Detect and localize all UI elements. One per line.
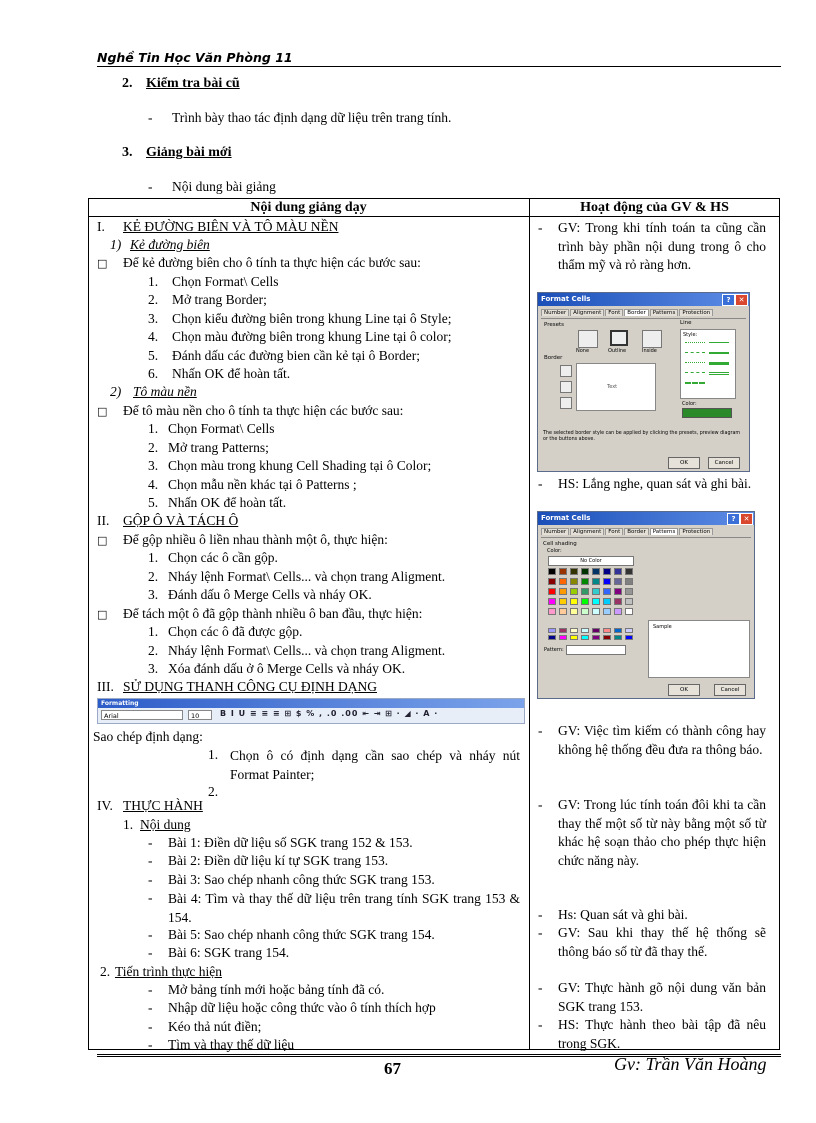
color-swatch — [625, 608, 633, 615]
section-IV-title: THỰC HÀNH — [123, 798, 203, 813]
border-step: Đánh dấu các đường bien cần kẻ tại ô Border; — [172, 348, 420, 363]
activity-text: GV: Sau khi thay thế hệ thống sẽ thông báo số từ đã thay thế. — [558, 925, 766, 959]
tab-font: Font — [605, 528, 623, 535]
color-swatch — [548, 628, 556, 633]
color-swatch — [603, 635, 611, 640]
border-label: Border — [544, 355, 563, 361]
activity-note: - Hs: Quan sát và ghi bài. — [538, 906, 766, 925]
activity-note: - GV: Việc tìm kiếm có thành công hay không hệ thống đều đưa ra thông báo. — [538, 722, 766, 759]
tab-alignment: Alignment — [570, 528, 604, 535]
ok-button: OK — [668, 684, 700, 696]
list-number: 1. — [208, 747, 219, 762]
tab-patterns: Patterns — [650, 528, 679, 535]
tab-alignment: Alignment — [570, 309, 604, 316]
color-swatch — [592, 608, 600, 615]
merge-intro: Để gộp nhiều ô liền nhau thành một ô, thực hiện: — [123, 532, 388, 547]
list-dash: - — [148, 945, 153, 960]
color-swatch — [614, 598, 622, 605]
format-cells-patterns-dialog — [537, 511, 755, 699]
list-dash: - — [148, 835, 153, 850]
tab-number: Number — [541, 309, 569, 316]
section-2-number: 2. — [122, 76, 133, 91]
color-swatch — [559, 578, 567, 585]
list-number: 4. — [148, 477, 159, 492]
color-swatch — [581, 578, 589, 585]
color-swatch — [559, 568, 567, 575]
color-palette-extra — [548, 628, 636, 642]
color-swatch — [614, 608, 622, 615]
list-number: 1. — [148, 421, 159, 436]
subsection-2-title: Tô màu nền — [133, 384, 197, 399]
color-swatch — [559, 588, 567, 595]
color-swatch — [570, 568, 578, 575]
section-III-title: SỬ DỤNG THANH CÔNG CỤ ĐỊNH DẠNG — [123, 679, 377, 694]
cell-shading-label: Cell shading — [543, 541, 577, 547]
formatting-toolbar — [97, 698, 525, 724]
line-style-list — [680, 329, 736, 399]
author-signature: Gv: Trần Văn Hoàng — [614, 1054, 767, 1074]
sample-label: Sample — [653, 624, 672, 630]
color-swatch — [603, 628, 611, 633]
subsection-1-title: Kẻ đường biên — [130, 237, 210, 252]
practice-item: Bài 1: Điền dữ liệu số SGK trang 152 & 153. — [168, 835, 413, 850]
tab-number: Number — [541, 528, 569, 535]
list-dash: - — [148, 1037, 153, 1052]
dialog-tabs — [541, 309, 746, 319]
preset-outline-icon — [610, 330, 628, 346]
color-swatch — [559, 635, 567, 640]
color-swatch — [625, 578, 633, 585]
format-cells-border-dialog — [537, 292, 750, 472]
square-bullet-icon: □ — [97, 405, 108, 418]
line-label: Line — [680, 320, 692, 326]
color-swatch — [625, 588, 633, 595]
color-swatch — [548, 588, 556, 595]
section-I-title: KẺ ĐƯỜNG BIÊN VÀ TÔ MÀU NỀN — [123, 219, 339, 234]
list-number: 2. — [148, 643, 159, 658]
help-icon: ? — [727, 513, 740, 525]
border-bottom-icon — [560, 397, 572, 409]
color-swatch — [548, 578, 556, 585]
practice-item: Bài 6: SGK trang 154. — [168, 945, 290, 960]
color-swatch — [614, 568, 622, 575]
border-middle-icon — [560, 381, 572, 393]
tab-border: Border — [624, 309, 648, 316]
cancel-button: Cancel — [708, 457, 740, 469]
list-number: 3. — [148, 587, 159, 602]
preview-text: Text — [607, 384, 618, 390]
toolbar-title: Formatting — [98, 699, 524, 708]
color-swatch — [581, 628, 589, 633]
merge-step: Nháy lệnh Format\ Cells... và chọn trang Aligment. — [168, 569, 446, 584]
list-number: 3. — [148, 661, 159, 676]
list-number: 3. — [148, 311, 159, 326]
practice-item: Bài 3: Sao chép nhanh công thức SGK trang 153. — [168, 872, 435, 887]
activity-note: - GV: Sau khi thay thế hệ thống sẽ thông báo số từ đã thay thế. — [538, 924, 766, 961]
section-2-dash: - — [148, 110, 153, 125]
list-number: 5. — [148, 495, 159, 510]
split-step: Chọn các ô đã được gộp. — [168, 624, 303, 639]
section-3-title: Giảng bài mới — [146, 145, 232, 160]
section-IV-number: IV. — [97, 798, 113, 813]
color-swatch — [603, 588, 611, 595]
document-header-title: Nghề Tin Học Văn Phòng 11 — [97, 50, 293, 65]
color-swatch — [603, 598, 611, 605]
list-number: 1. — [148, 274, 159, 289]
color-swatch — [625, 628, 633, 633]
list-dash: - — [148, 982, 153, 997]
list-number: 2. — [148, 292, 159, 307]
shading-intro: Để tô màu nền cho ô tính ta thực hiện các bước sau: — [123, 403, 404, 418]
page-number: 67 — [384, 1059, 401, 1078]
border-intro: Để kẻ đường biên cho ô tính ta thực hiện các bước sau: — [123, 255, 421, 270]
activity-text: GV: Trong lúc tính toán đôi khi ta cần thay thế một số từ này bằng một số từ khác hệ soạn thảo cho phép thực hiện chức năng này. — [558, 797, 766, 868]
preset-inside-label: Inside — [642, 348, 657, 354]
color-swatch — [614, 628, 622, 633]
color-swatch — [625, 568, 633, 575]
section-II-number: II. — [97, 513, 110, 528]
section-3-number: 3. — [122, 145, 133, 160]
shading-step: Chọn màu trong khung Cell Shading tại ô Color; — [168, 458, 432, 473]
style-label: Style: — [683, 332, 698, 338]
border-step: Nhấn OK để hoàn tất. — [172, 366, 291, 381]
color-swatch — [592, 598, 600, 605]
dialog-tabs — [541, 528, 751, 538]
ok-button: OK — [668, 457, 700, 469]
dialog-title: Format Cells — [541, 295, 591, 303]
section-II-title: GỘP Ô VÀ TÁCH Ô — [123, 513, 239, 528]
list-number: 1. — [148, 624, 159, 639]
help-icon: ? — [722, 294, 735, 306]
color-swatch — [581, 588, 589, 595]
activity-text: GV: Việc tìm kiếm có thành công hay không hệ thống đều đưa ra thông báo. — [558, 723, 766, 757]
color-swatch — [559, 598, 567, 605]
section-I-number: I. — [97, 219, 105, 234]
preset-inside-icon — [642, 330, 662, 348]
pattern-select — [566, 645, 626, 655]
section-III-number: III. — [97, 679, 114, 694]
sample-box — [648, 620, 750, 678]
color-swatch — [570, 608, 578, 615]
list-number: 2. — [208, 784, 219, 799]
square-bullet-icon: □ — [97, 608, 108, 621]
table-header-activity: Hoạt động của GV & HS — [580, 200, 729, 215]
color-swatch — [603, 568, 611, 575]
close-icon: ✕ — [735, 294, 748, 306]
list-number: 5. — [148, 348, 159, 363]
section-2-item: Trình bày thao tác định dạng dữ liệu trên trang tính. — [172, 110, 452, 125]
activity-note: - HS: Lắng nghe, quan sát và ghi bài. — [538, 475, 766, 494]
shading-step: Chọn mẫu nền khác tại ô Patterns ; — [168, 477, 357, 492]
preset-none-icon — [578, 330, 598, 348]
color-swatch — [548, 568, 556, 575]
split-step: Nháy lệnh Format\ Cells... và chọn trang Aligment. — [168, 643, 446, 658]
color-swatch — [592, 578, 600, 585]
square-bullet-icon: □ — [97, 534, 108, 547]
preset-none-label: None — [576, 348, 590, 354]
table-column-divider — [529, 198, 530, 1050]
copy-step: Chọn ô có định dạng cần sao chép và nháy nút Format Painter; — [230, 748, 520, 782]
color-swatch — [581, 568, 589, 575]
dialog-note: The selected border style can be applied by clicking the presets, preview diagram or the buttons above. — [543, 431, 741, 442]
activity-text: HS: Thực hành theo bài tập đã nêu trong SGK. — [558, 1017, 766, 1051]
tab-border: Border — [624, 528, 648, 535]
preset-outline-label: Outline — [608, 348, 627, 354]
activity-text: GV: Trong khi tính toán ta cũng cần trình bày phần nội dung trong ô cho thẩm mỹ và rỏ ràng hơn. — [558, 220, 766, 272]
border-preview-icon — [576, 363, 656, 411]
color-swatch — [548, 608, 556, 615]
tab-patterns: Patterns — [650, 309, 679, 316]
tab-protection: Protection — [679, 309, 713, 316]
list-number: 1. — [148, 550, 159, 565]
process-item: Tìm và thay thế dữ liệu — [168, 1037, 295, 1052]
list-number: 4. — [148, 329, 159, 344]
color-swatch — [592, 628, 600, 633]
practice-item: Bài 5: Sao chép nhanh công thức SGK trang 154. — [168, 927, 435, 942]
color-swatch — [614, 635, 622, 640]
subsection-process-title: Tiến trình thực hiện — [115, 964, 222, 979]
subsection-1-number: 1) — [110, 237, 122, 252]
copy-format-label: Sao chép định dạng: — [93, 729, 203, 744]
color-swatch — [570, 628, 578, 633]
process-item: Mở bảng tính mới hoặc bảng tính đã có. — [168, 982, 385, 997]
shading-step: Nhấn OK để hoàn tất. — [168, 495, 287, 510]
subsection-process-number: 2. — [100, 964, 111, 979]
shading-step: Chọn Format\ Cells — [168, 421, 275, 436]
color-swatch — [548, 598, 556, 605]
shading-step: Mở trang Patterns; — [168, 440, 269, 455]
list-dash: - — [148, 927, 153, 942]
tab-font: Font — [605, 309, 623, 316]
font-size-box: 10 — [188, 710, 212, 720]
toolbar-buttons: B I U ≡ ≡ ≡ ⊞ $ % , .0 .00 ⇤ ⇥ ⊞ · ◢ · A · — [220, 709, 439, 718]
presets-label: Presets — [544, 322, 565, 328]
subsection-content-title: Nội dung — [140, 817, 191, 832]
dialog-title: Format Cells — [541, 514, 591, 522]
border-step: Chọn Format\ Cells — [172, 274, 279, 289]
border-step: Mở trang Border; — [172, 292, 267, 307]
list-dash: - — [148, 1019, 153, 1034]
activity-text: GV: Thực hành gõ nội dung văn bản SGK trang 153. — [558, 980, 766, 1014]
color-swatch — [614, 578, 622, 585]
list-dash: - — [148, 853, 153, 868]
pattern-label: Pattern: — [544, 647, 564, 653]
list-number: 3. — [148, 458, 159, 473]
border-step: Chọn kiểu đường biên trong khung Line tại ô Style; — [172, 311, 452, 326]
practice-item: Bài 2: Điền dữ liệu kí tự SGK trang 153. — [168, 853, 389, 868]
color-swatch — [592, 635, 600, 640]
tab-protection: Protection — [679, 528, 713, 535]
close-icon: ✕ — [740, 513, 753, 525]
activity-text: Hs: Quan sát và ghi bài. — [558, 907, 688, 922]
process-item: Kéo thả nút điền; — [168, 1019, 262, 1034]
list-dash: - — [148, 1000, 153, 1015]
color-swatch — [625, 635, 633, 640]
color-label: Color: — [682, 401, 697, 407]
color-swatch — [592, 568, 600, 575]
border-step: Chọn màu đường biên trong khung Line tại ô color; — [172, 329, 452, 344]
table-header-content: Nội dung giảng dạy — [250, 200, 367, 215]
color-swatch — [559, 608, 567, 615]
table-header-divider — [88, 216, 780, 217]
font-name-box: Arial — [101, 710, 183, 720]
color-swatch — [625, 598, 633, 605]
section-2-title: Kiểm tra bài cũ — [146, 76, 240, 91]
color-swatch — [570, 578, 578, 585]
list-dash: - — [148, 872, 153, 887]
no-color-button: No Color — [548, 556, 634, 566]
practice-item: Bài 4: Tìm và thay thế dữ liệu trên trang tính SGK trang 153 & 154. — [168, 891, 520, 925]
split-intro: Để tách một ô đã gộp thành nhiều ô ban đầu, thực hiện: — [123, 606, 423, 621]
list-number: 6. — [148, 366, 159, 381]
list-number: 2. — [148, 440, 159, 455]
color-swatch — [548, 635, 556, 640]
section-3-item: Nội dung bài giảng — [172, 179, 276, 194]
square-bullet-icon: □ — [97, 257, 108, 270]
split-step: Xóa đánh dấu ở ô Merge Cells và nháy OK. — [168, 661, 406, 676]
merge-step: Chọn các ô cần gộp. — [168, 550, 278, 565]
color-swatch — [570, 635, 578, 640]
color-label: Color: — [547, 548, 562, 554]
color-swatch — [592, 588, 600, 595]
border-top-icon — [560, 365, 572, 377]
activity-note: - GV: Trong lúc tính toán đôi khi ta cần thay thế một số từ này bằng một số từ khác hệ soạn thảo cho phép thực hiện chức năng này. — [538, 796, 766, 870]
process-item: Nhập dữ liệu hoặc công thức vào ô tính thích hợp — [168, 1000, 436, 1015]
color-swatch — [559, 628, 567, 633]
activity-note: - HS: Thực hành theo bài tập đã nêu trong SGK. — [538, 1016, 766, 1053]
section-3-dash: - — [148, 179, 153, 194]
color-swatch — [581, 598, 589, 605]
color-swatch — [614, 588, 622, 595]
color-swatch — [581, 635, 589, 640]
color-swatch — [603, 578, 611, 585]
header-rule — [97, 66, 781, 67]
activity-note: - GV: Thực hành gõ nội dung văn bản SGK trang 153. — [538, 979, 766, 1016]
line-color-select — [682, 408, 732, 418]
list-number: 2. — [148, 569, 159, 584]
activity-note: - GV: Trong khi tính toán ta cũng cần trình bày phần nội dung trong ô cho thẩm mỹ và rỏ ràng hơn. — [538, 219, 766, 275]
subsection-content-number: 1. — [123, 817, 134, 832]
color-swatch — [581, 608, 589, 615]
cancel-button: Cancel — [714, 684, 746, 696]
list-dash: - — [148, 890, 153, 905]
color-swatch — [570, 598, 578, 605]
merge-step: Đánh dấu ô Merge Cells và nháy OK. — [168, 587, 372, 602]
subsection-2-number: 2) — [110, 384, 122, 399]
activity-text: HS: Lắng nghe, quan sát và ghi bài. — [558, 476, 752, 491]
color-swatch — [570, 588, 578, 595]
color-swatch — [603, 608, 611, 615]
